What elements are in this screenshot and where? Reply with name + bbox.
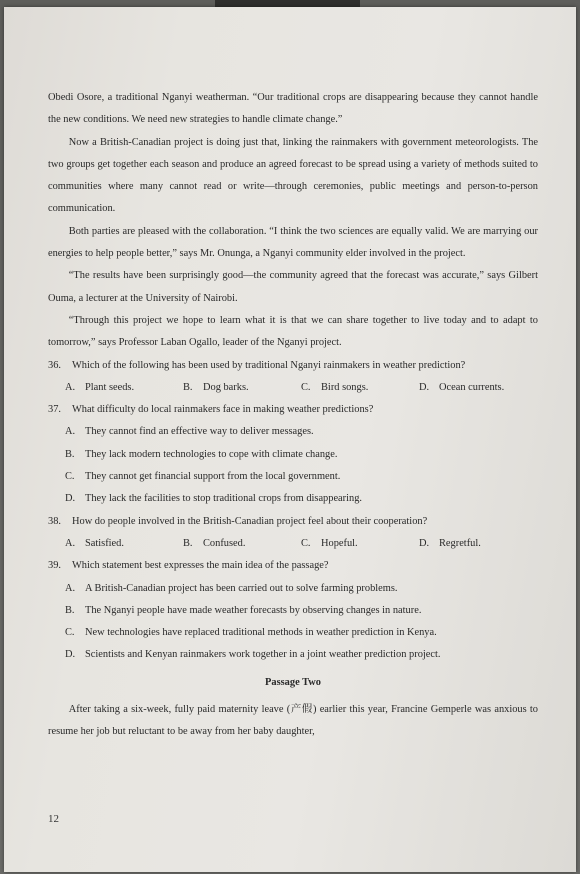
book-page [4,7,576,872]
option-c: C. New technologies have replaced traditional methods in weather prediction in Kenya. [65,627,437,639]
question-text: What difficulty do local rainmakers face in making weather predictions? [72,404,374,416]
question-38 [48,511,538,556]
page-number: 12 [48,813,59,825]
question-number: 37. [48,404,61,416]
question-text: Which statement best expresses the main idea of the passage? [72,560,329,572]
option-a: A. They cannot find an effective way to deliver messages. [65,426,314,438]
page-content [48,87,538,743]
option-a: A. Plant seeds. [65,381,135,393]
option-b: B. They lack modern technologies to cope with climate change. [65,448,338,460]
question-number: 36. [48,359,61,371]
passage-paragraph-1: Obedi Osore, a traditional Nganyi weatherman. “Our traditional crops are disappearing because they cannot handle the new conditions. We need new strategies to handle climate change.” [48,92,538,126]
option-d: D. Ocean currents. [419,381,505,393]
option-b: B. The Nganyi people have made weather forecasts by observing changes in nature. [65,604,422,616]
option-a: A. A British-Canadian project has been carried out to solve farming problems. [65,582,398,594]
question-36 [48,355,538,400]
option-c: C. Bird songs. [301,381,369,393]
option-c: C. They cannot get financial support from the local government. [65,471,341,483]
question-text: Which of the following has been used by traditional Nganyi rainmakers in weather prediction? [72,359,466,371]
option-b: B. Dog barks. [183,381,249,393]
question-text: How do people involved in the British-Canadian project feel about their cooperation? [72,515,428,527]
option-d: D. They lack the facilities to stop traditional crops from disappearing. [65,493,363,505]
question-number: 38. [48,515,61,527]
question-number: 39. [48,560,61,572]
passage-paragraph-4: “The results have been surprisingly good—the community agreed that the forecast was accurate,” says Gilbert Ouma, a lecturer at the University of Nairobi. [48,270,538,304]
options-row [48,377,538,399]
question-39 [48,555,538,666]
option-a: A. Satisfied. [65,537,124,549]
option-d: D. Regretful. [419,537,481,549]
option-d: D. Scientists and Kenyan rainmakers work together in a joint weather prediction project. [65,649,441,661]
options-row [48,533,538,555]
passage-paragraph-5: “Through this project we hope to learn what it is that we can share together to live today and to adapt to tomorrow,” says Professor Laban Ogallo, leader of the Nganyi project. [48,314,538,349]
question-37 [48,399,538,510]
passage-paragraph-3: Both parties are pleased with the collaboration. “I think the two sciences are equally valid. We are marrying our energies to help people better,” says Mr. Onunga, a Nganyi community elder involved in the project. [48,225,538,260]
passage-two-paragraph: After taking a six-week, fully paid maternity leave (产假) earlier this year, Francine Gemperle was anxious to resume her job but reluctant to be away from her baby daughter, [48,703,538,738]
option-c: C. Hopeful. [301,537,358,549]
section-title: Passage Two [265,676,321,688]
passage-paragraph-2: Now a British-Canadian project is doing just that, linking the rainmakers with government meteorologists. The two groups get together each season and produce an agreed forecast to be spread using a variety of methods suited to communities where many cannot read or write—through ceremonies, public meetings and person-to-person communication. [48,136,538,215]
option-b: B. Confused. [183,537,246,549]
